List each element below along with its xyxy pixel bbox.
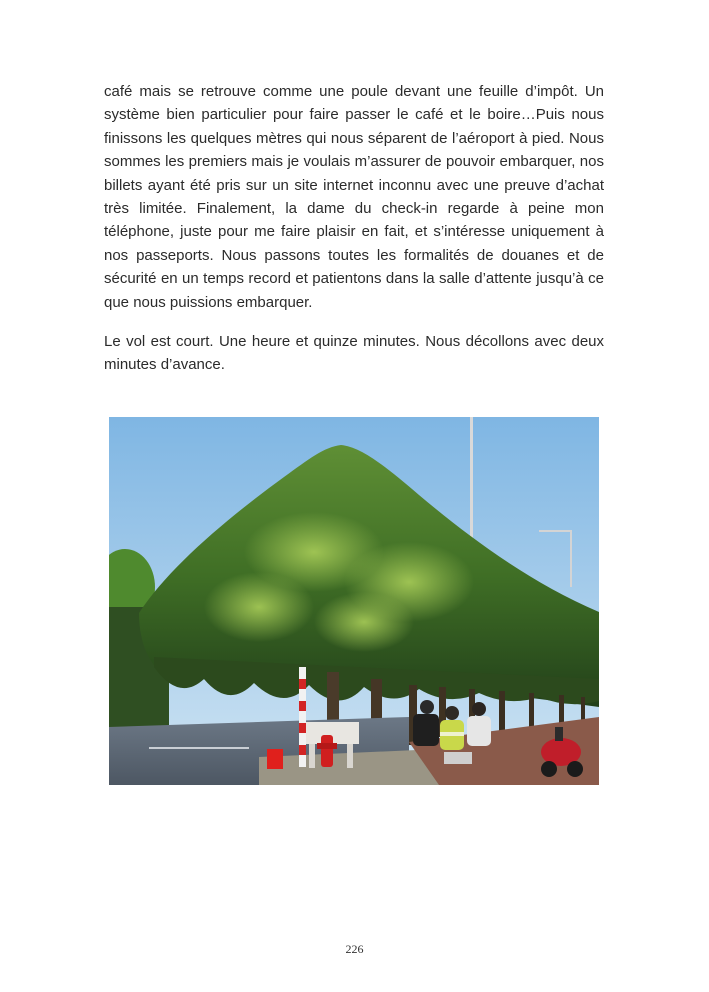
bench-leg bbox=[309, 744, 315, 768]
tree-trunk bbox=[529, 693, 534, 729]
person bbox=[420, 700, 434, 714]
page-number: 226 bbox=[345, 942, 364, 956]
stool bbox=[444, 752, 472, 764]
red-bucket bbox=[267, 749, 283, 769]
canopy-highlight bbox=[204, 572, 314, 642]
tree-trunk bbox=[499, 691, 505, 731]
photo-topiary-trees bbox=[109, 417, 599, 785]
road-marking bbox=[149, 747, 249, 749]
fire-hydrant bbox=[321, 735, 333, 767]
person bbox=[445, 706, 459, 720]
canopy-highlight bbox=[314, 592, 414, 652]
person bbox=[472, 702, 486, 716]
body-text bbox=[104, 80, 604, 377]
paragraph-1: café mais se retrouve comme une poule devant une feuille d’impôt. Un système bien particulier pour faire passer le café et le boire…Puis nous finissons les quelques mètres qui nous séparent de l’aéroport à pied. Nous sommes les premiers mais je voulais m’assurer de pouvoir embarquer, nos billets ayant été pris sur un site internet inconnu avec une preuve d’achat très limitée. Finalement, la dame du check-in regarde à peine mon téléphone, juste pour me faire plaisir en fait, et s’intéresse uniquement à nos passeports. Nous passons toutes les formalités de douanes et de sécurité en un temps record et patientons dans la salle d’attente jusqu’à ce que nous puissions embarquer. bbox=[104, 83, 604, 311]
bench-leg bbox=[347, 744, 353, 768]
paragraph-2: Le vol est court. Une heure et quinze minutes. Nous décollons avec deux minutes d’avance. bbox=[104, 333, 604, 374]
photo-illustration bbox=[109, 417, 599, 785]
